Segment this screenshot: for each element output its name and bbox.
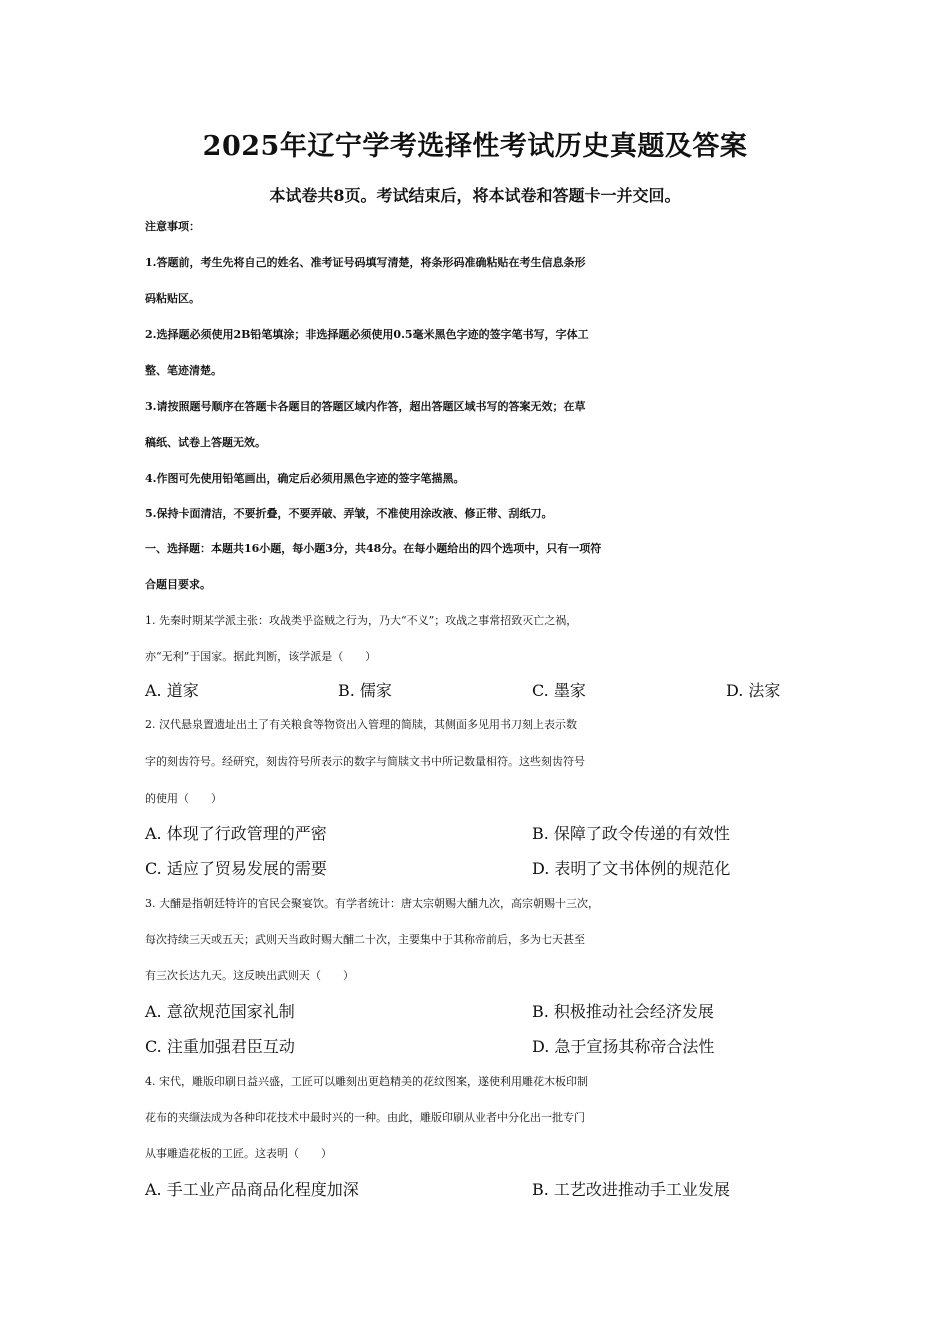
notice-line: 3.请按照题号顺序在答题卡各题目的答题区域内作答，超出答题区域书写的答案无效；在草 bbox=[145, 400, 586, 413]
document-title: 2025年辽宁学考选择性考试历史真题及答案 bbox=[202, 131, 748, 162]
notice-heading: 注意事项： bbox=[145, 220, 200, 233]
notice-line: 码粘贴区。 bbox=[145, 292, 200, 305]
question-3-text: 有三次长达九天。这反映出武则天（ ） bbox=[145, 969, 354, 982]
question-3-text: 每次持续三天或五天；武则天当政时赐大酺二十次，主要集中于其称帝前后，多为七天甚至 bbox=[145, 933, 585, 946]
question-2-option-a: A. 体现了行政管理的严密 bbox=[145, 824, 327, 843]
notice-line: 2.选择题必须使用2B铅笔填涂；非选择题必须使用0.5毫米黑色字迹的签字笔书写，字体工 bbox=[145, 328, 589, 341]
question-4-text: 从事雕造花板的工匠。这表明（ ） bbox=[145, 1147, 332, 1160]
question-1-option-b: B. 儒家 bbox=[338, 681, 392, 700]
section-heading: 一、选择题：本题共16小题，每小题3分，共48分。在每小题给出的四个选项中，只有一项符 bbox=[145, 542, 602, 555]
question-1-option-c: C. 墨家 bbox=[532, 681, 586, 700]
question-2-text: 的使用（ ） bbox=[145, 792, 222, 805]
question-2-text: 2. 汉代悬泉置遗址出土了有关粮食等物资出入管理的简牍，其侧面多见用书刀刻上表示数 bbox=[145, 718, 577, 731]
question-3-option-a: A. 意欲规范国家礼制 bbox=[145, 1002, 295, 1021]
question-4-option-a: A. 手工业产品商品化程度加深 bbox=[145, 1180, 359, 1199]
notice-line: 4.作图可先使用铅笔画出，确定后必须用黑色字迹的签字笔描黑。 bbox=[145, 472, 465, 485]
question-3-option-d: D. 急于宣扬其称帝合法性 bbox=[532, 1037, 715, 1056]
notice-line: 1.答题前，考生先将自己的姓名、准考证号码填写清楚，将条形码准确粘贴在考生信息条形 bbox=[145, 256, 586, 269]
question-1-text: 1. 先秦时期某学派主张：攻战类乎盗贼之行为，乃大“不义”；攻战之事常招致灭亡之祸， bbox=[145, 614, 578, 627]
notice-line: 稿纸、试卷上答题无效。 bbox=[145, 436, 266, 449]
question-2-option-c: C. 适应了贸易发展的需要 bbox=[145, 859, 327, 878]
question-4-text: 花布的夹缬法成为各种印花技术中最时兴的一种。由此，雕版印刷从业者中分化出一批专门 bbox=[145, 1111, 585, 1124]
section-heading: 合题目要求。 bbox=[145, 578, 211, 591]
question-3-option-b: B. 积极推动社会经济发展 bbox=[532, 1002, 714, 1021]
question-4-option-b: B. 工艺改进推动手工业发展 bbox=[532, 1180, 730, 1199]
question-1-text: 亦“无利”于国家。据此判断，该学派是（ ） bbox=[145, 650, 377, 663]
notice-line: 整、笔迹清楚。 bbox=[145, 364, 222, 377]
question-2-option-d: D. 表明了文书体例的规范化 bbox=[532, 859, 731, 878]
question-1-option-a: A. 道家 bbox=[145, 681, 199, 700]
document-subtitle: 本试卷共8页。考试结束后，将本试卷和答题卡一并交回。 bbox=[269, 186, 681, 205]
question-3-option-c: C. 注重加强君臣互动 bbox=[145, 1037, 295, 1056]
question-4-text: 4. 宋代，雕版印刷日益兴盛，工匠可以雕刻出更趋精美的花纹图案，遂使利用雕花木板印制 bbox=[145, 1075, 588, 1088]
question-2-text: 字的刻齿符号。经研究，刻齿符号所表示的数字与简牍文书中所记数量相符。这些刻齿符号 bbox=[145, 755, 585, 768]
question-3-text: 3. 大酺是指朝廷特许的官民会聚宴饮。有学者统计：唐太宗朝赐大酺九次，高宗朝赐十三次， bbox=[145, 897, 599, 910]
question-1-option-d: D. 法家 bbox=[726, 681, 781, 700]
question-2-option-b: B. 保障了政令传递的有效性 bbox=[532, 824, 730, 843]
notice-line: 5.保持卡面清洁，不要折叠，不要弄破、弄皱，不准使用涂改液、修正带、刮纸刀。 bbox=[145, 507, 553, 520]
